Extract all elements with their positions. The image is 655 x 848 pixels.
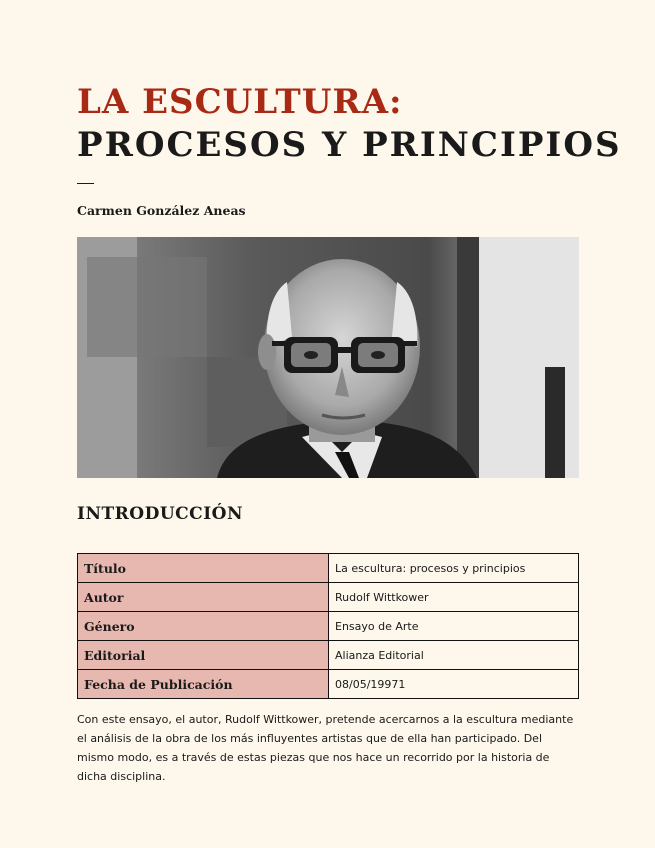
section-heading-introduction: INTRODUCCIÓN <box>77 504 244 524</box>
author-name: Carmen González Aneas <box>77 203 246 218</box>
document-title-line1: LA ESCULTURA: <box>77 82 403 122</box>
table-value-cell: Ensayo de Arte <box>329 612 579 641</box>
document-title-line2: PROCESOS Y PRINCIPIOS <box>77 125 622 165</box>
book-info-table <box>77 553 579 699</box>
table-row <box>78 583 579 612</box>
table-row <box>78 670 579 699</box>
author-portrait-photo <box>77 237 579 478</box>
table-label-cell: Título <box>78 554 329 583</box>
table-label-cell: Autor <box>78 583 329 612</box>
table-row <box>78 612 579 641</box>
table-value-cell: La escultura: procesos y principios <box>329 554 579 583</box>
table-label-cell: Género <box>78 612 329 641</box>
table-value-cell: 08/05/19971 <box>329 670 579 699</box>
introduction-paragraph: Con este ensayo, el autor, Rudolf Wittkower, pretende acercarnos a la escultura mediante el análisis de la obra de los más influyentes artistas que de ella han participado. Del mismo modo, es a través de estas piezas que nos hace un recorrido por la historia de dicha disciplina. <box>77 713 574 783</box>
table-label-cell: Fecha de Publicación <box>78 670 329 699</box>
title-divider <box>77 183 94 184</box>
portrait-image <box>77 237 579 478</box>
table-row <box>78 554 579 583</box>
table-value-cell: Alianza Editorial <box>329 641 579 670</box>
table-row <box>78 641 579 670</box>
table-value-cell: Rudolf Wittkower <box>329 583 579 612</box>
table-label-cell: Editorial <box>78 641 329 670</box>
